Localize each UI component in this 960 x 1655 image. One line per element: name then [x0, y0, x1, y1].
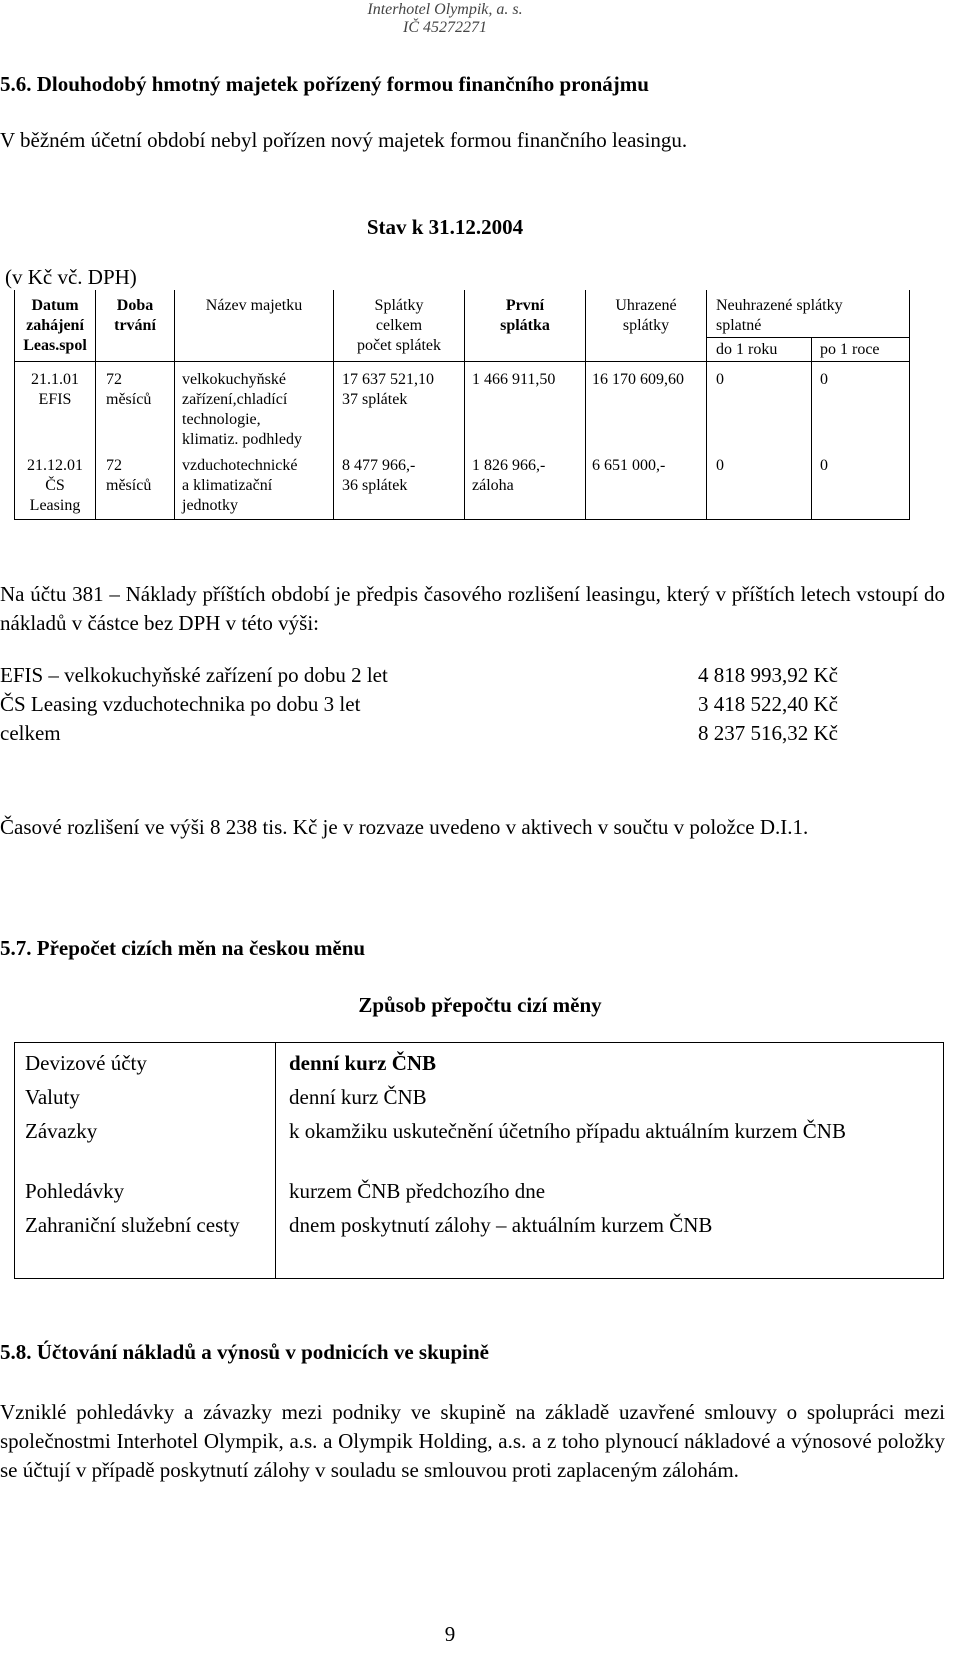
- row-uhrazene: 16 170 609,60: [592, 371, 684, 388]
- list-item-label: celkem: [0, 721, 61, 745]
- row-doba: 72 měsíců: [106, 457, 152, 494]
- row-do1: 0: [716, 457, 724, 474]
- col-header-nazev: Název majetku: [205, 297, 303, 314]
- row-prvni: 1 826 966,- záloha: [472, 457, 546, 494]
- currency-row-method: k okamžiku uskutečnění účetního případu aktuálním kurzem ČNB: [289, 1119, 846, 1143]
- row-nazev: velkokuchyňské zařízení,chladící technologie, klimatiz. podhledy: [182, 371, 302, 448]
- currency-row-method: denní kurz ČNB: [289, 1085, 427, 1109]
- currency-row-label: Závazky: [25, 1119, 98, 1143]
- row-nazev: vzduchotechnické a klimatizační jednotky: [182, 457, 298, 514]
- row-uhrazene: 6 651 000,-: [592, 457, 666, 474]
- list-item-value: 4 818 993,92 Kč: [698, 663, 838, 687]
- currency-row-label: Zahraniční služební cesty: [25, 1213, 240, 1237]
- col-header-prvni: První splátka: [500, 297, 550, 334]
- row-po1: 0: [820, 371, 828, 388]
- row-po1: 0: [820, 457, 828, 474]
- row-datum: 21.1.01 EFIS: [31, 371, 79, 408]
- col-header-doba: Doba trvání: [114, 297, 156, 334]
- list-item-label: ČS Leasing vzduchotechnika po dobu 3 let: [0, 692, 361, 716]
- company-ic: IČ 45272271: [403, 19, 487, 36]
- currency-row-method: kurzem ČNB předchozího dne: [289, 1179, 546, 1203]
- currency-row-label: Valuty: [25, 1085, 80, 1109]
- currency-row-method: denní kurz ČNB: [289, 1051, 437, 1075]
- row-doba: 72 měsíců: [106, 371, 152, 408]
- col-header-datum: Datum zahájení Leas.spol: [23, 297, 87, 354]
- section-5-6-heading: 5.6. Dlouhodobý hmotný majetek pořízený formou finančního pronájmu: [0, 72, 649, 96]
- page-number: 9: [444, 1622, 456, 1646]
- currency-row-label: Pohledávky: [25, 1179, 125, 1203]
- row-datum: 21.12.01 ČS Leasing: [27, 457, 83, 514]
- company-name: Interhotel Olympik, a. s.: [367, 1, 523, 18]
- method-title: Způsob přepočtu cizí měny: [358, 993, 602, 1017]
- row-splatky: 17 637 521,10 37 splátek: [342, 371, 434, 408]
- list-item-value: 8 237 516,32 Kč: [698, 721, 838, 745]
- section-5-6-paragraph: V běžném účetní období nebyl pořízen nový majetek formou finančního leasingu.: [0, 128, 688, 152]
- col-header-uhrazene: Uhrazené splátky: [615, 297, 677, 334]
- section-5-8-heading: 5.8. Účtování nákladů a výnosů v podnicích ve skupině: [0, 1340, 489, 1364]
- col-header-do-1-roku: do 1 roku: [716, 341, 778, 358]
- state-title: Stav k 31.12.2004: [366, 215, 524, 239]
- col-header-po-1-roce: po 1 roce: [820, 341, 880, 358]
- col-header-splatky: Splátky celkem počet splátek: [357, 297, 441, 354]
- list-item-label: EFIS – velkokuchyňské zařízení po dobu 2 let: [0, 663, 388, 687]
- currency-row-label: Devizové účty: [25, 1051, 147, 1075]
- list-item-value: 3 418 522,40 Kč: [698, 692, 838, 716]
- col-header-neuhrazene: Neuhrazené splátky splatné: [716, 297, 843, 334]
- closing-paragraph: Časové rozlišení ve výši 8 238 tis. Kč je v rozvaze uvedeno v aktivech v součtu v položce D.I.1.: [0, 815, 809, 839]
- row-do1: 0: [716, 371, 724, 388]
- section-5-7-heading: 5.7. Přepočet cizích měn na českou měnu: [0, 936, 366, 960]
- currency-note: (v Kč vč. DPH): [5, 265, 137, 289]
- section-5-8-paragraph: Vzniklé pohledávky a závazky mezi podniky ve skupině na základě uzavřené smlouvy o spolupráci mezi společnostmi Interhotel Olympik, a.s. a Olympik Holding, a.s. a z toho plynoucí nákladové a výnosové položky se účtují v případě poskytnutí zálohy v souladu se smlouvou proti zaplaceným zálohám.: [0, 1400, 945, 1482]
- row-prvni: 1 466 911,50: [472, 371, 556, 388]
- note-paragraph: Na účtu 381 – Náklady příštích období je předpis časového rozlišení leasingu, který v příštích letech vstoupí do nákladů v částce bez DPH v této výši:: [0, 582, 945, 635]
- currency-row-method: dnem poskytnutí zálohy – aktuálním kurzem ČNB: [289, 1213, 713, 1237]
- row-splatky: 8 477 966,- 36 splátek: [342, 457, 416, 494]
